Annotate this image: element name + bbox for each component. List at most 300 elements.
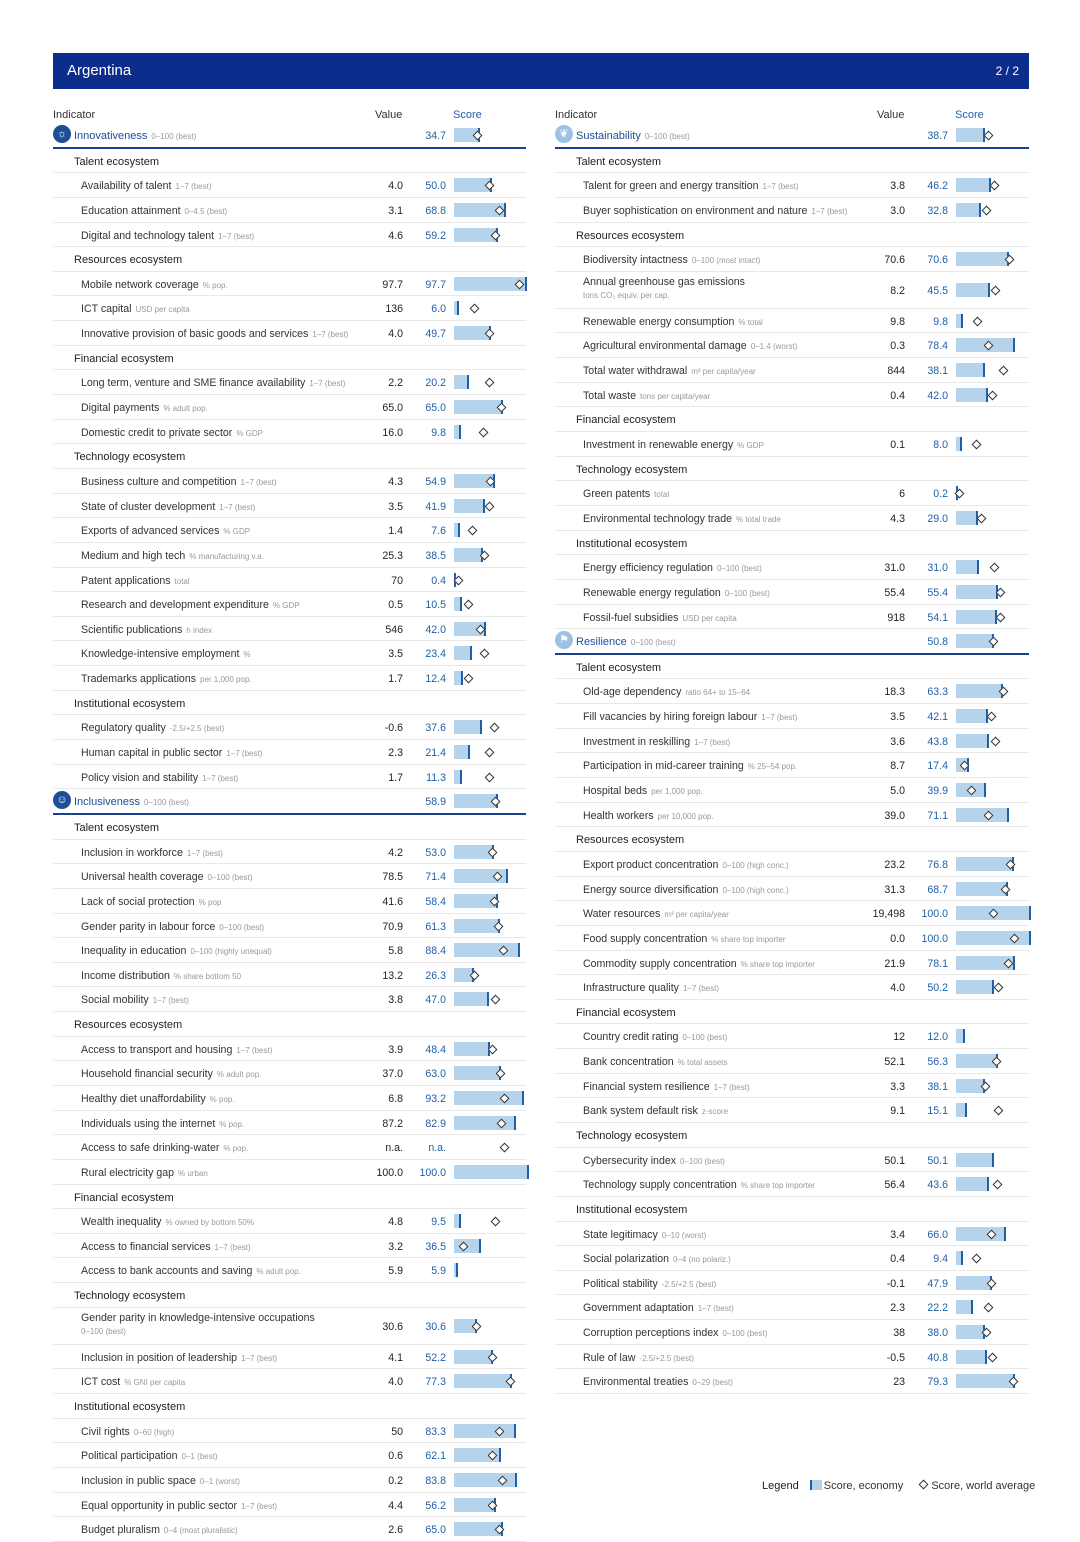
world-average-diamond-icon [984,1303,994,1313]
indicator-name [583,908,729,920]
indicator-unit: 1–7 (best) [153,996,189,1005]
indicator-label: Knowledge-intensive employment [81,648,239,660]
indicator-unit: % GDP [223,527,250,536]
indicator-unit: 1–7 (best) [761,713,797,722]
indicator-value: 0.2 [353,1475,403,1487]
indicator-value: 52.1 [855,1056,905,1068]
world-average-diamond-icon [988,1352,998,1362]
score-bar [454,1350,529,1364]
indicator-row [555,1148,1029,1173]
indicator-score: 54.1 [903,612,948,624]
score-bar [956,252,1031,266]
indicator-value: 21.9 [855,958,905,970]
indicator-row [555,432,1029,457]
indicator-value: 0.4 [855,390,905,402]
indicator-label: Participation in mid-career training [583,760,744,772]
indicator-name [576,1204,687,1216]
indicator-name [583,587,770,599]
indicator-row [53,914,526,939]
indicator-unit: % 25–54 pop. [748,762,797,771]
indicator-value: 4.1 [353,1352,403,1364]
indicator-score: 38.1 [903,365,948,377]
indicator-unit: 0–100 (best) [81,1327,126,1336]
indicator-name [583,933,786,945]
indicator-value: 5.8 [353,945,403,957]
indicator-score: 50.1 [903,1155,948,1167]
indicator-value: 9.1 [855,1105,905,1117]
indicator-label: Green patents [583,488,650,500]
indicator-label: Talent ecosystem [576,662,661,674]
indicator-name [81,205,227,217]
indicator-label: Individuals using the internet [81,1118,215,1130]
indicator-value: 97.7 [353,279,403,291]
indicator-row [555,1074,1029,1099]
indicator-label: Patent applications [81,575,171,587]
world-average-diamond-icon [988,390,998,400]
indicator-label: Renewable energy regulation [583,587,721,599]
indicator-label: Food supply concentration [583,933,707,945]
indicator-score: 46.2 [903,180,948,192]
score-bar [454,1140,529,1154]
lightbulb-icon: ☼ [53,125,71,143]
indicator-unit: 1–7 (best) [226,749,262,758]
indicator-label: Equal opportunity in public sector [81,1500,237,1512]
indicator-label: Renewable energy consumption [583,316,734,328]
indicator-value: 38 [855,1327,905,1339]
indicator-name [81,599,300,611]
score-marker [1029,906,1031,920]
indicator-name [81,377,345,389]
score-marker [515,1473,517,1487]
score-fill [956,980,994,994]
score-bar [454,573,529,587]
indicator-row [53,765,526,790]
section-header [555,655,1029,680]
score-bar [956,1079,1031,1093]
indicator-value: 0.3 [855,340,905,352]
indicator-unit: 0–100 (best) [631,638,676,647]
indicator-unit: tons CO₂ equiv. per cap. [583,291,670,300]
indicator-value: 1.4 [353,525,403,537]
indicator-label: Environmental treaties [583,1376,688,1388]
indicator-value: 4.3 [353,476,403,488]
indicator-label: Inclusion in position of leadership [81,1352,237,1364]
indicator-value: 78.5 [353,871,403,883]
score-bar [454,968,529,982]
people-icon: ☺ [53,791,71,809]
indicator-score: 83.3 [401,1426,446,1438]
indicator-score: 12.0 [903,1031,948,1043]
indicator-label: Rule of law [583,1352,635,1364]
score-fill [454,1424,516,1438]
indicator-name [583,1327,767,1339]
indicator-name [81,747,262,759]
indicator-label: Total water withdrawal [583,365,687,377]
column-header [555,107,1029,123]
indicator-value: 5.9 [353,1265,403,1277]
score-bar [956,1300,1031,1314]
score-fill [956,1153,994,1167]
indicator-label: Resources ecosystem [576,834,684,846]
indicator-score: 100.0 [401,1167,446,1179]
indicator-name [583,1155,725,1167]
indicator-unit: 0–4.5 (best) [185,207,228,216]
score-bar [454,474,529,488]
indicator-row [53,889,526,914]
world-average-diamond-icon [972,1254,982,1264]
score-marker [983,363,985,377]
indicator-value: 18.3 [855,686,905,698]
indicator-name [81,896,221,908]
indicator-row [53,1135,526,1160]
indicator-value: 70 [353,575,403,587]
indicator-name [583,340,797,352]
score-marker [460,597,462,611]
indicator-name [583,1278,716,1290]
world-average-diamond-icon [463,674,473,684]
world-average-diamond-icon [485,501,495,511]
indicator-score: 68.8 [401,205,446,217]
world-average-diamond-icon [972,440,982,450]
indicator-unit: z-score [702,1107,728,1116]
indicator-score: 63.3 [903,686,948,698]
score-fill [956,283,990,297]
indicator-score: 43.8 [903,736,948,748]
resilience-icon: ⚑ [555,631,573,649]
indicator-name [74,451,185,463]
score-marker [459,1214,461,1228]
score-bar [454,720,529,734]
indicator-value: -0.6 [353,722,403,734]
indicator-name [583,276,833,302]
indicator-row [53,666,526,691]
indicator-value: 56.4 [855,1179,905,1191]
indicator-label: Corruption perceptions index [583,1327,718,1339]
indicator-row [53,543,526,568]
indicator-row [53,198,526,223]
indicator-value: 37.0 [353,1068,403,1080]
indicator-score: 20.2 [401,377,446,389]
indicator-label: Old-age dependency [583,686,681,698]
indicator-label: State legitimacy [583,1229,658,1241]
page-header [53,53,1029,89]
indicator-name [81,303,190,315]
indicator-row [555,704,1029,729]
indicator-unit: 1–7 (best) [236,1046,272,1055]
indicator-name [576,834,684,846]
section-header [53,149,526,174]
indicator-row [53,715,526,740]
indicator-score: 52.2 [401,1352,446,1364]
indicator-label: Bank concentration [583,1056,674,1068]
indicator-label: Budget pluralism [81,1524,160,1536]
indicator-score: 7.6 [401,525,446,537]
score-marker [480,720,482,734]
indicator-score: 53.0 [401,847,446,859]
score-marker [987,734,989,748]
indicator-row [53,840,526,865]
indicator-label: Export product concentration [583,859,718,871]
world-average-diamond-icon [468,526,478,536]
country-title: Argentina [67,62,131,79]
score-bar [454,1066,529,1080]
indicator-label: Infrastructure quality [583,982,679,994]
indicator-row [53,864,526,889]
indicator-unit: % GNI per capita [124,1378,185,1387]
indicator-score: 50.2 [903,982,948,994]
economy-score-swatch [810,1480,822,1490]
indicator-unit: per 10,000 pop. [658,812,714,821]
indicator-name [583,859,789,871]
indicator-unit: 1–7 (best) [683,984,719,993]
world-average-diamond-icon [490,1217,500,1227]
indicator-name [81,525,250,537]
score-marker [467,375,469,389]
indicator-unit: % [243,650,250,659]
indicator-row [555,481,1029,506]
indicator-score: 63.0 [401,1068,446,1080]
score-header: Score [453,109,482,121]
indicator-row [555,1369,1029,1394]
score-bar [956,684,1031,698]
section-header [53,444,526,469]
score-bar [454,425,529,439]
indicator-unit: % pop. [223,1144,248,1153]
indicator-row [53,617,526,642]
indicator-value: 4.0 [353,328,403,340]
indicator-name [81,1142,248,1154]
indicator-name [74,1019,182,1031]
indicator-row [555,1246,1029,1271]
score-marker [514,1116,516,1130]
indicator-label: Investment in reskilling [583,736,690,748]
indicator-unit: total [654,490,669,499]
indicator-score: 36.5 [401,1241,446,1253]
indicator-score: 9.8 [401,427,446,439]
score-bar [454,1263,529,1277]
score-bar [956,511,1031,525]
indicator-name [81,624,212,636]
section-header [53,247,526,272]
indicator-score: 66.0 [903,1229,948,1241]
indicator-unit: 0–100 (high conc.) [722,861,788,870]
score-fill [956,252,1009,266]
score-fill [956,560,979,574]
indicator-row [555,358,1029,383]
indicator-label: Universal health coverage [81,871,204,883]
indicator-score: 55.4 [903,587,948,599]
indicator-label: Human capital in public sector [81,747,222,759]
score-fill [956,1177,989,1191]
section-header [53,815,526,840]
indicator-unit: % total assets [678,1058,728,1067]
indicator-name [81,180,212,192]
indicator-value: 31.0 [855,562,905,574]
indicator-name [81,772,238,784]
indicator-name [583,1056,728,1068]
score-fill [956,363,985,377]
indicator-value: 0.4 [855,1253,905,1265]
score-fill [956,203,981,217]
indicator-unit: ratio 64+ to 15–64 [685,688,750,697]
indicator-unit: % adult pop. [217,1070,261,1079]
indicator-unit: % pop [199,898,222,907]
score-fill [454,1116,516,1130]
score-fill [956,1227,1006,1241]
indicator-score: 31.0 [903,562,948,574]
world-average-diamond-icon [491,995,501,1005]
indicator-value: 23.2 [855,859,905,871]
score-bar [454,671,529,685]
score-bar [454,1473,529,1487]
indicator-label: Resources ecosystem [74,1019,182,1031]
indicator-row [555,309,1029,334]
indicator-label: Business culture and competition [81,476,236,488]
indicator-value: 87.2 [353,1118,403,1130]
indicator-label: Healthy diet unaffordability [81,1093,206,1105]
world-average-diamond-icon [993,1180,1003,1190]
section-header [555,149,1029,174]
indicator-row [555,852,1029,877]
indicator-label: Lack of social protection [81,896,195,908]
indicator-label: Agricultural environmental damage [583,340,747,352]
indicator-label: Exports of advanced services [81,525,219,537]
score-bar [956,980,1031,994]
indicator-unit: 0–100 (high conc.) [722,886,788,895]
indicator-name [583,958,815,970]
indicator-unit: % owned by bottom 50% [165,1218,254,1227]
indicator-value: 3.6 [855,736,905,748]
indicator-label: Domestic credit to private sector [81,427,232,439]
indicator-label: Inequality in education [81,945,186,957]
indicator-score: 100.0 [903,908,948,920]
indicator-score: 78.4 [903,340,948,352]
indicator-value: 3.3 [855,1081,905,1093]
indicator-name [81,648,251,660]
score-marker [965,1103,967,1117]
indicator-name [81,230,254,242]
score-bar [956,1153,1031,1167]
indicator-value: 3.4 [855,1229,905,1241]
indicator-score: 83.8 [401,1475,446,1487]
score-bar [454,943,529,957]
indicator-value: 0.6 [353,1450,403,1462]
indicator-name [81,1500,277,1512]
indicator-name [81,1068,261,1080]
indicator-unit: % GDP [236,429,263,438]
indicator-value: 2.6 [353,1524,403,1536]
indicator-unit: 0–100 (most intact) [692,256,760,265]
indicator-score: 38.5 [401,550,446,562]
indicator-value: 3.8 [353,994,403,1006]
indicator-score: 38.1 [903,1081,948,1093]
indicator-score: 50.0 [401,180,446,192]
score-marker [971,1300,973,1314]
score-bar [956,1177,1031,1191]
score-bar [956,1103,1031,1117]
indicator-score: 76.8 [903,859,948,871]
score-marker [960,437,962,451]
indicator-value: 30.6 [353,1321,403,1333]
indicator-unit: 0–60 (high) [134,1428,174,1437]
indicator-label: Social polarization [583,1253,669,1265]
indicator-name [81,722,224,734]
indicator-row [555,1271,1029,1296]
indicator-unit: % adult pop. [256,1267,300,1276]
indicator-score: 48.4 [401,1044,446,1056]
indicator-unit: 1–7 (best) [811,207,847,216]
indicator-score: 47.9 [903,1278,948,1290]
indicator-value: 3.5 [353,501,403,513]
score-header: Score [955,109,984,121]
score-fill [454,992,489,1006]
score-bar [454,1424,529,1438]
indicator-label: Access to safe drinking-water [81,1142,219,1154]
score-marker [456,1263,458,1277]
world-average-diamond-icon [500,1143,510,1153]
section-header [555,827,1029,852]
indicator-label: Institutional ecosystem [74,698,185,710]
indicator-name [81,1376,185,1388]
indicator-name [81,847,223,859]
indicator-name [583,1031,727,1043]
indicator-row [555,975,1029,1000]
indicator-value: 25.3 [353,550,403,562]
indicator-score: n.a. [401,1142,446,1154]
score-bar [454,845,529,859]
score-marker [458,523,460,537]
indicator-unit: % urban [178,1169,208,1178]
indicator-label: Fossil-fuel subsidies [583,612,678,624]
indicator-row [53,1308,526,1345]
indicator-label: Commodity supply concentration [583,958,737,970]
score-marker [977,560,979,574]
score-fill [956,585,998,599]
indicator-name [583,1105,728,1117]
indicator-name [583,488,669,500]
indicator-unit: % pop. [210,1095,235,1104]
indicator-name [81,279,228,291]
indicator-row [53,173,526,198]
indicator-name [583,884,789,896]
score-bar [454,597,529,611]
indicator-score: 17.4 [903,760,948,772]
indicator-score: 59.2 [401,230,446,242]
score-bar [454,1319,529,1333]
indicator-name [81,1216,254,1228]
indicator-name [583,1376,733,1388]
indicator-row [555,506,1029,531]
indicator-name [81,1524,238,1536]
indicator-label: Wealth inequality [81,1216,161,1228]
indicator-label: Water resources [583,908,660,920]
indicator-value: 55.4 [855,587,905,599]
indicator-value: 100.0 [353,1167,403,1179]
indicator-unit: 1–7 (best) [219,503,255,512]
indicator-value: 4.3 [855,513,905,525]
pillar-row [555,629,1029,655]
indicator-label: Digital and technology talent [81,230,214,242]
indicator-value: 8.2 [855,285,905,297]
indicator-unit: -2.5/+2.5 (best) [639,1354,693,1363]
indicator-score: 22.2 [903,1302,948,1314]
indicator-row [53,321,526,346]
indicator-row [53,469,526,494]
indicator-row [53,395,526,420]
score-bar [956,585,1031,599]
indicator-row [53,1258,526,1283]
indicator-unit: 0–4 (most pluralistic) [164,1526,238,1535]
